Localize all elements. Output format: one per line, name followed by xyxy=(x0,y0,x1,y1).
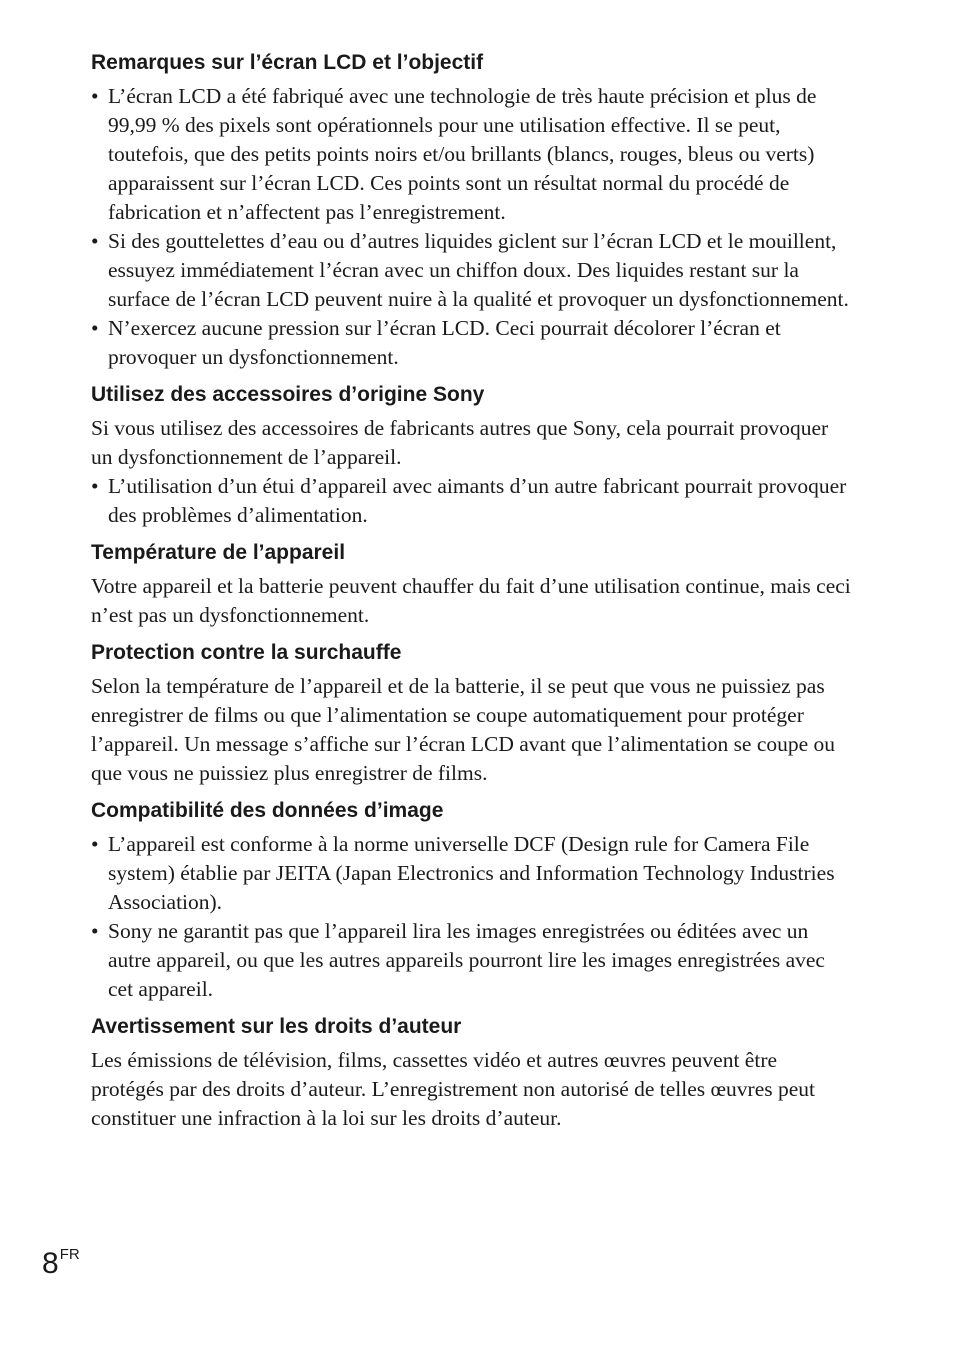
section-paragraph: Votre appareil et la batterie peuvent chauffer du fait d’une utilisation continue, mais ceci n’est pas un dysfonctionnement. xyxy=(91,574,851,627)
section-camera-temperature xyxy=(91,540,851,630)
section-overheat-protection xyxy=(91,640,851,788)
page-number-value: 8 xyxy=(42,1247,59,1280)
bullet-mark: • xyxy=(91,919,99,943)
section-sony-accessories xyxy=(91,382,851,530)
bullet-mark: • xyxy=(91,316,99,340)
section-heading: Température de l’appareil xyxy=(91,541,346,564)
bullet-item xyxy=(91,82,851,227)
bullet-text: Si des gouttelettes d’eau ou d’autres liquides giclent sur l’écran LCD et le mouillent, essuyez immédiatement l’écran avec un chiffon doux. Des liquides restant sur la surface de l’écran LCD peuvent nuire à la qualité et provoquer un dysfonctionnement. xyxy=(108,229,849,311)
bullet-item xyxy=(91,917,851,1004)
bullet-mark: • xyxy=(91,84,99,108)
section-image-compatibility xyxy=(91,798,851,1004)
section-heading: Compatibilité des données d’image xyxy=(91,799,444,822)
page-number xyxy=(42,1237,80,1282)
language-code: FR xyxy=(59,1246,80,1263)
section-paragraph: Les émissions de télévision, films, cassettes vidéo et autres œuvres peuvent être protégés par des droits d’auteur. L’enregistrement non autorisé de telles œuvres peut constituer une infraction à la loi sur les droits d’auteur. xyxy=(91,1048,816,1130)
bullet-item xyxy=(91,830,851,917)
section-heading: Protection contre la surchauffe xyxy=(91,641,402,664)
section-paragraph: Si vous utilisez des accessoires de fabricants autres que Sony, cela pourrait provoquer un dysfonctionnement de l’appareil. xyxy=(91,416,829,469)
bullet-text: L’utilisation d’un étui d’appareil avec aimants d’un autre fabricant pourrait provoquer des problèmes d’alimentation. xyxy=(108,474,847,527)
bullet-mark: • xyxy=(91,474,99,498)
bullet-item xyxy=(91,227,851,314)
bullet-mark: • xyxy=(91,229,99,253)
bullet-item xyxy=(91,472,851,530)
bullet-mark: • xyxy=(91,832,99,856)
section-paragraph: Selon la température de l’appareil et de la batterie, il se peut que vous ne puissiez pas enregistrer de films ou que l’alimentation se coupe automatiquement pour protéger l’appareil. Un message s’affiche sur l’écran LCD avant que l’alimentation se coupe ou que vous ne puissiez plus enregistrer de films. xyxy=(91,674,836,785)
document-body xyxy=(91,50,851,1143)
section-heading: Avertissement sur les droits d’auteur xyxy=(91,1015,462,1038)
bullet-text: L’écran LCD a été fabriqué avec une technologie de très haute précision et plus de 99,99 % des pixels sont opérationnels pour une utilisation effective. Il se peut, toutefois, que des petits points noirs et/ou brillants (blancs, rouges, bleus ou verts) apparaissent sur l’écran LCD. Ces points sont un résultat normal du procédé de fabrication et n’affectent pas l’enregistrement. xyxy=(108,84,817,224)
bullet-text: Sony ne garantit pas que l’appareil lira les images enregistrées ou éditées avec un autre appareil, ou que les autres appareils pourront lire les images enregistrées avec cet appareil. xyxy=(108,919,825,1001)
section-heading: Remarques sur l’écran LCD et l’objectif xyxy=(91,51,484,74)
bullet-text: L’appareil est conforme à la norme universelle DCF (Design rule for Camera File system) établie par JEITA (Japan Electronics and Information Technology Industries Association). xyxy=(108,832,835,914)
section-heading: Utilisez des accessoires d’origine Sony xyxy=(91,383,485,406)
section-lcd-remarks xyxy=(91,50,851,372)
bullet-text: N’exercez aucune pression sur l’écran LCD. Ceci pourrait décolorer l’écran et provoquer un dysfonctionnement. xyxy=(108,316,781,369)
section-copyright-warning xyxy=(91,1014,851,1133)
bullet-item xyxy=(91,314,851,372)
